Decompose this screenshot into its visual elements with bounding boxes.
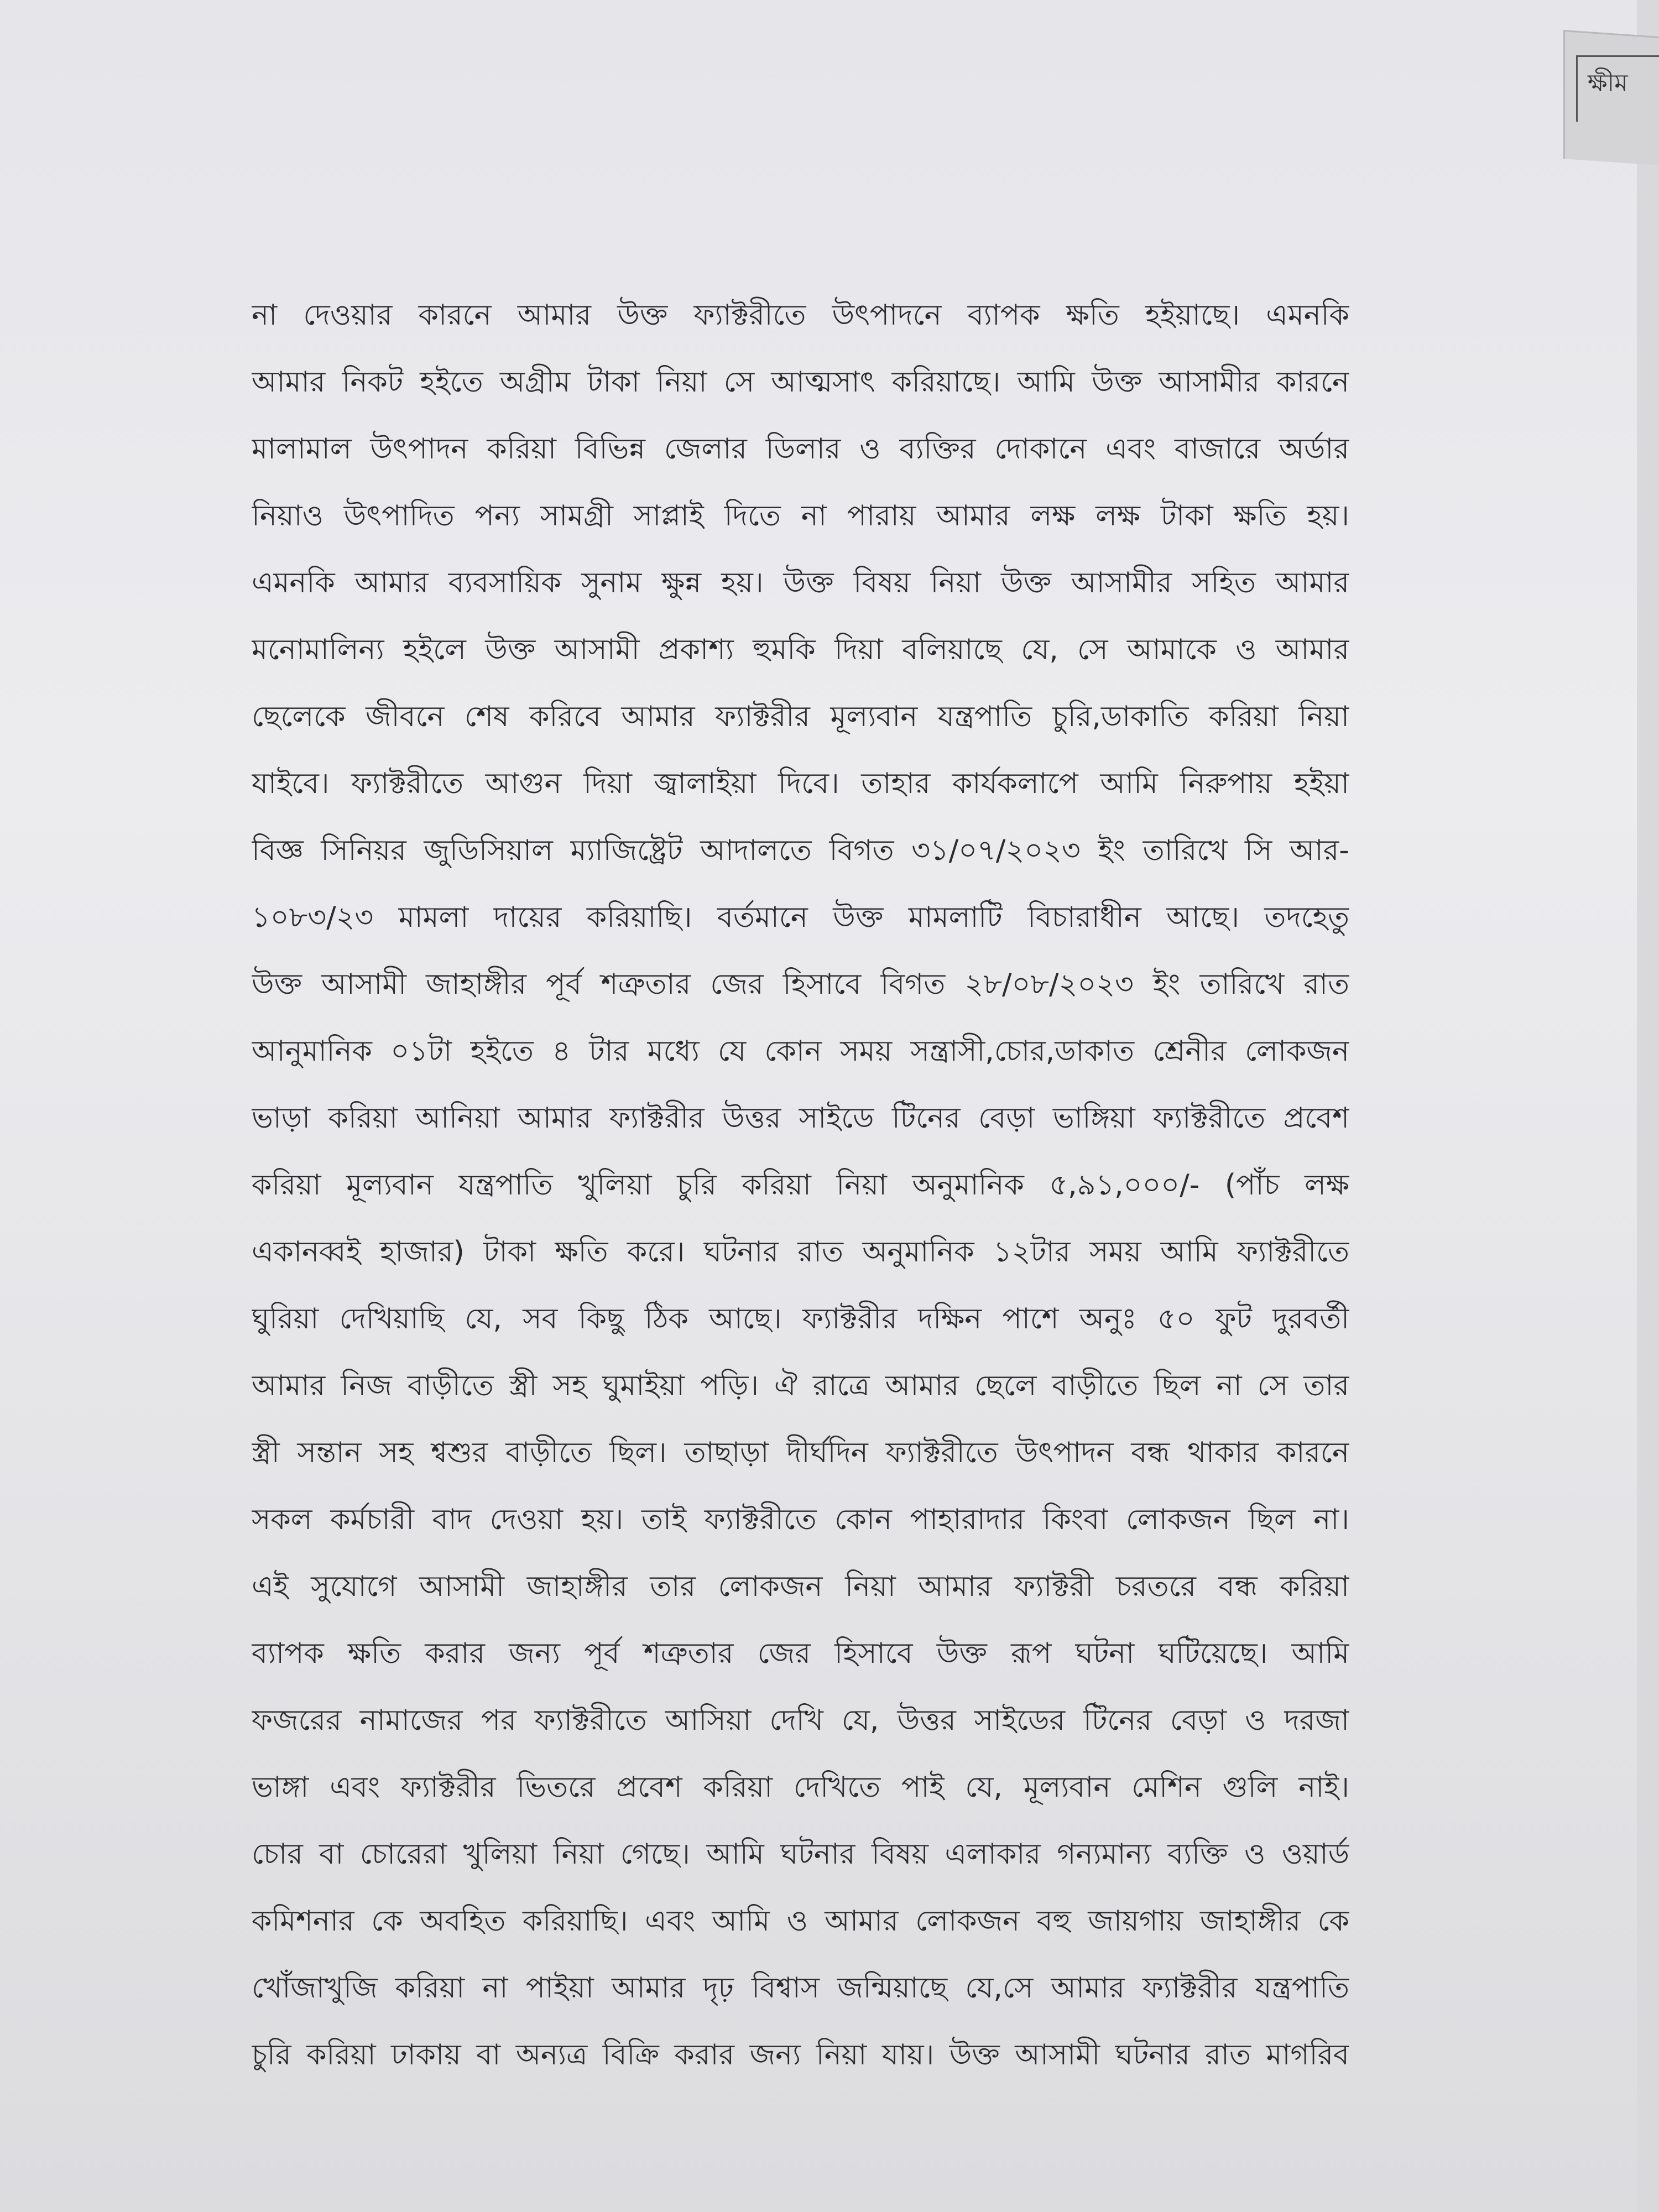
text-line: আনুমানিক ০১টা হইতে ৪ টার মধ্যে যে কোন সময় সন্ত্রাসী,চোর,ডাকাত শ্রেনীর লোকজন bbox=[252, 1035, 1349, 1068]
text-line: মনোমালিন্য হইলে উক্ত আসামী প্রকাশ্য হুমকি দিয়া বলিয়াছে যে, সে আমাকে ও আমার bbox=[252, 633, 1349, 666]
text-line: ঘুরিয়া দেখিয়াছি যে, সব কিছু ঠিক আছে। ফ্যাক্টরীর দক্ষিন পাশে অনুঃ ৫০ ফুট দুরবর্তী bbox=[252, 1302, 1349, 1335]
text-line: কমিশনার কে অবহিত করিয়াছি। এবং আমি ও আমার লোকজন বহু জায়গায় জাহাঙ্গীর কে bbox=[252, 1905, 1349, 1938]
text-line: যাইবে। ফ্যাক্টরীতে আগুন দিয়া জ্বালাইয়া দিবে। তাহার কার্যকলাপে আমি নিরুপায় হইয়া bbox=[252, 767, 1349, 800]
text-line: ছেলেকে জীবনে শেষ করিবে আমার ফ্যাক্টরীর মূল্যবান যন্ত্রপাতি চুরি,ডাকাতি করিয়া নিয়া bbox=[252, 700, 1349, 733]
text-line: নিয়াও উৎপাদিত পন্য সামগ্রী সাপ্লাই দিতে না পারায় আমার লক্ষ লক্ষ টাকা ক্ষতি হয়। bbox=[252, 499, 1349, 533]
text-line: না দেওয়ার কারনে আমার উক্ত ফ্যাক্টরীতে উৎপাদনে ব্যাপক ক্ষতি হইয়াছে। এমনকি bbox=[252, 299, 1349, 332]
text-line: আমার নিজ বাড়ীতে স্ত্রী সহ ঘুমাইয়া পড়ি। ঐ রাত্রে আমার ছেলে বাড়ীতে ছিল না সে তার bbox=[252, 1369, 1349, 1402]
text-line: ভাঙ্গা এবং ফ্যাক্টরীর ভিতরে প্রবেশ করিয়া দেখিতে পাই যে, মূল্যবান মেশিন গুলি নাই। bbox=[252, 1771, 1349, 1804]
text-line: চোর বা চোরেরা খুলিয়া নিয়া গেছে। আমি ঘটনার বিষয় এলাকার গন্যমান্য ব্যক্তি ও ওয়ার্ড bbox=[252, 1838, 1349, 1871]
text-line: ভাড়া করিয়া আনিয়া আমার ফ্যাক্টরীর উত্তর সাইডে টিনের বেড়া ভাঙ্গিয়া ফ্যাক্টরীতে প্রবেশ bbox=[252, 1102, 1349, 1135]
text-line: স্ত্রী সন্তান সহ শ্বশুর বাড়ীতে ছিল। তাছাড়া দীর্ঘদিন ফ্যাক্টরীতে উৎপাদন বন্ধ থাকার কারনে bbox=[252, 1436, 1349, 1469]
text-line: মালামাল উৎপাদন করিয়া বিভিন্ন জেলার ডিলার ও ব্যক্তির দোকানে এবং বাজারে অর্ডার bbox=[252, 432, 1349, 466]
text-line: ব্যাপক ক্ষতি করার জন্য পূর্ব শত্রুতার জের হিসাবে উক্ত রূপ ঘটনা ঘটিয়েছে। আমি bbox=[252, 1637, 1349, 1670]
text-line: সকল কর্মচারী বাদ দেওয়া হয়। তাই ফ্যাক্টরীতে কোন পাহারাদার কিংবা লোকজন ছিল না। bbox=[252, 1503, 1349, 1536]
text-line: এমনকি আমার ব্যবসায়িক সুনাম ক্ষুন্ন হয়। উক্ত বিষয় নিয়া উক্ত আসামীর সহিত আমার bbox=[252, 566, 1349, 599]
text-line: চুরি করিয়া ঢাকায় বা অন্যত্র বিক্রি করার জন্য নিয়া যায়। উক্ত আসামী ঘটনার রাত মাগরিব bbox=[252, 2038, 1349, 2072]
text-line: খোঁজাখুজি করিয়া না পাইয়া আমার দৃঢ় বিশ্বাস জন্মিয়াছে যে,সে আমার ফ্যাক্টরীর যন্ত্রপাতি bbox=[252, 1971, 1349, 2005]
text-line: উক্ত আসামী জাহাঙ্গীর পূর্ব শত্রুতার জের হিসাবে বিগত ২৮/০৮/২০২৩ ইং তারিখে রাত bbox=[252, 968, 1349, 1001]
corner-tab: ক্ষীম bbox=[1576, 55, 1659, 122]
text-line: ফজরের নামাজের পর ফ্যাক্টরীতে আসিয়া দেখি যে, উত্তর সাইডের টিনের বেড়া ও দরজা bbox=[252, 1704, 1349, 1737]
text-line: ১০৮৩/২৩ মামলা দায়ের করিয়াছি। বর্তমানে উক্ত মামলাটি বিচারাধীন আছে। তদহেতু bbox=[252, 901, 1349, 934]
document-body bbox=[252, 282, 1349, 2089]
text-line: করিয়া মূল্যবান যন্ত্রপাতি খুলিয়া চুরি করিয়া নিয়া অনুমানিক ৫,৯১,০০০/- (পাঁচ লক্ষ bbox=[252, 1168, 1349, 1202]
text-line: বিজ্ঞ সিনিয়র জুডিসিয়াল ম্যাজিষ্ট্রেট আদালতে বিগত ৩১/০৭/২০২৩ ইং তারিখে সি আর- bbox=[252, 834, 1349, 867]
text-line: একানব্বই হাজার) টাকা ক্ষতি করে। ঘটনার রাত অনুমানিক ১২টার সময় আমি ফ্যাক্টরীতে bbox=[252, 1235, 1349, 1269]
text-line: এই সুযোগে আসামী জাহাঙ্গীর তার লোকজন নিয়া আমার ফ্যাক্টরী চরতরে বন্ধ করিয়া bbox=[252, 1570, 1349, 1603]
text-line: আমার নিকট হইতে অগ্রীম টাকা নিয়া সে আত্মসাৎ করিয়াছে। আমি উক্ত আসামীর কারনে bbox=[252, 366, 1349, 399]
